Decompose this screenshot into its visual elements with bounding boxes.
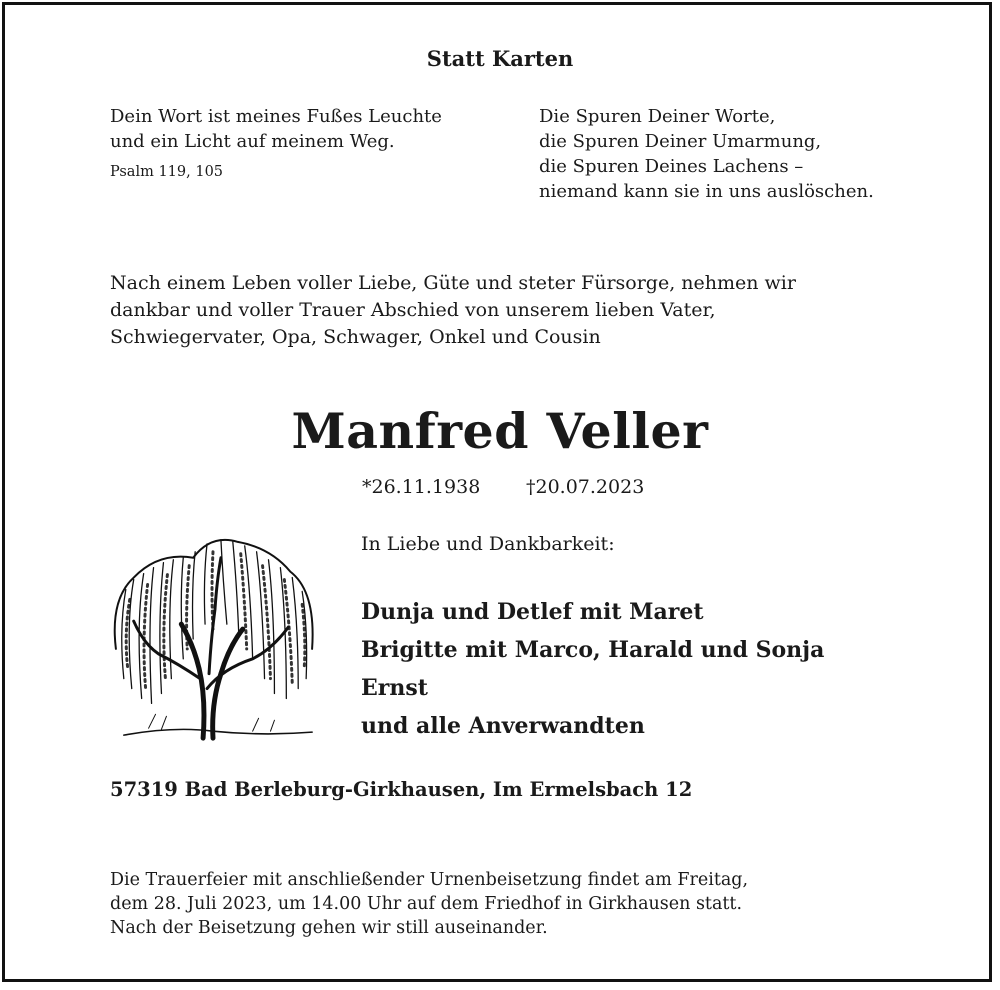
birth-date: *26.11.1938: [362, 476, 481, 498]
verse-right-line: die Spuren Deines Lachens –: [539, 156, 804, 177]
deceased-name: Manfred Veller: [291, 402, 709, 460]
address: 57319 Bad Berleburg-Girkhausen, Im Ermelsbach 12: [110, 778, 693, 801]
mourners-list: [361, 593, 824, 745]
notice-line: Die Trauerfeier mit anschließender Urnenbeisetzung findet am Freitag,: [110, 870, 749, 890]
mourner-line: und alle Anverwandten: [361, 713, 645, 739]
verse-right-line: Die Spuren Deiner Worte,: [539, 106, 776, 127]
intro-line: Nach einem Leben voller Liebe, Güte und steter Fürsorge, nehmen wir: [110, 272, 796, 294]
intro-line: dankbar und voller Trauer Abschied von unserem lieben Vater,: [110, 299, 716, 321]
verse-left: [110, 104, 442, 185]
verse-left-line: Dein Wort ist meines Fußes Leuchte: [110, 106, 442, 127]
mourning-heading: In Liebe und Dankbarkeit:: [361, 533, 615, 555]
notice-line: Nach der Beisetzung gehen wir still auseinander.: [110, 918, 548, 938]
mourner-line: Brigitte mit Marco, Harald und Sonja: [361, 637, 825, 663]
mourner-line: Ernst: [361, 675, 428, 701]
header-title: Statt Karten: [426, 46, 574, 71]
weeping-willow-icon: [104, 530, 322, 748]
verse-right-line: niemand kann sie in uns auslöschen.: [539, 181, 874, 202]
mourner-line: Dunja und Detlef mit Maret: [361, 599, 704, 625]
verse-right-line: die Spuren Deiner Umarmung,: [539, 131, 822, 152]
verse-citation: Psalm 119, 105: [110, 164, 224, 180]
notice-line: dem 28. Juli 2023, um 14.00 Uhr auf dem Friedhof in Girkhausen statt.: [110, 894, 743, 914]
funeral-notice: [110, 868, 748, 940]
intro-line: Schwiegervater, Opa, Schwager, Onkel und Cousin: [110, 326, 601, 348]
verse-left-line: und ein Licht auf meinem Weg.: [110, 131, 395, 152]
verse-right: [539, 104, 874, 204]
intro-text: [110, 270, 796, 351]
death-date: †20.07.2023: [526, 476, 645, 498]
